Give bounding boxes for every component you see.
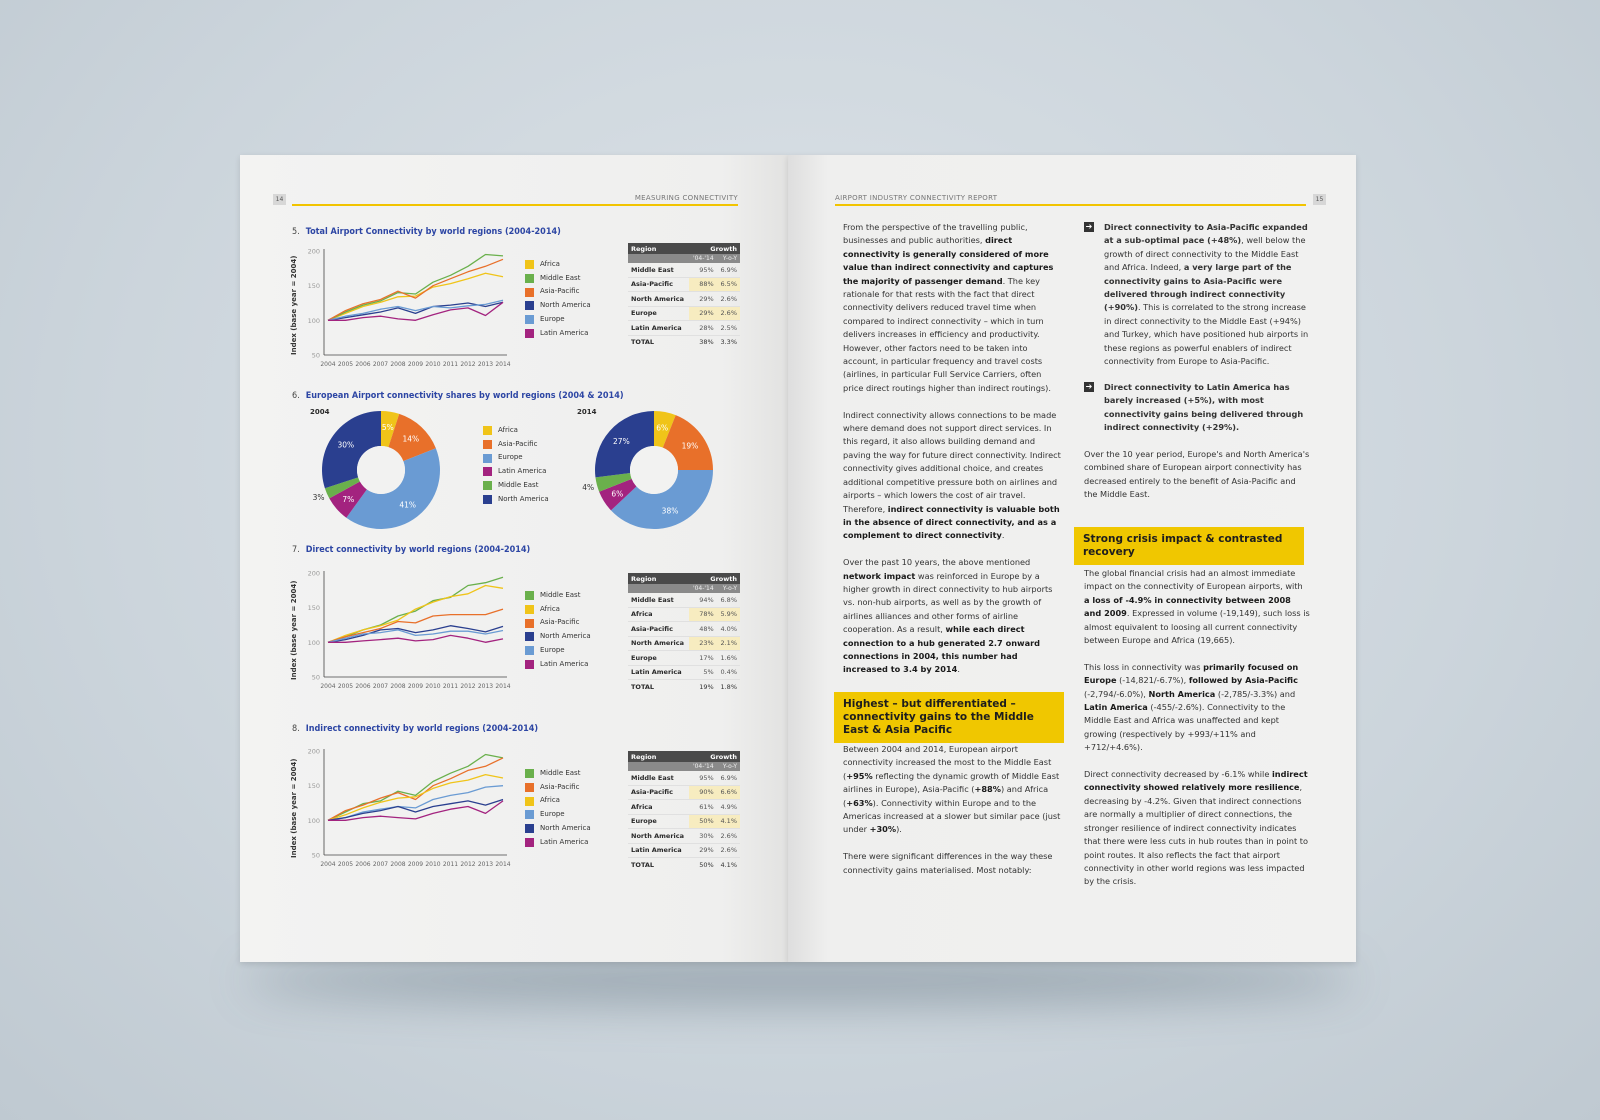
table-row: North America 23% 2.1% bbox=[628, 636, 740, 651]
legend-swatch bbox=[525, 591, 534, 600]
legend-swatch bbox=[525, 260, 534, 269]
figure-number: 7. bbox=[292, 545, 300, 555]
table-row: Europe 50% 4.1% bbox=[628, 814, 740, 829]
legend-label: Africa bbox=[540, 796, 560, 805]
bullet-item: ➔ Direct connectivity to Asia-Pacific expanded at a sub-optimal pace (+48%), well below the growth of direct connectivity to the Middle East and Africa. Indeed, a very large part of the connectivity gains to Asia-Pacific were delivered through indirect connectivity (+90%). This is correlated to the strong increase in direct connectivity to the Middle East (+94%) and Turkey, which have positioned hub airports in these regions as powerful enablers of indirect connectivity from Europe to Asia-Pacific. bbox=[1085, 222, 1309, 367]
y-axis-label: Index (base year = 2004) bbox=[290, 580, 298, 680]
table-subheader: Y-o-Y bbox=[717, 584, 740, 593]
figure-5-line-chart bbox=[302, 243, 522, 383]
legend-item bbox=[483, 465, 549, 479]
figure-5-growth-table bbox=[628, 243, 740, 349]
pie-year-2014: 2014 bbox=[577, 408, 597, 416]
x-tick-label: 2013 bbox=[477, 683, 494, 690]
legend-swatch bbox=[483, 495, 492, 504]
x-tick-label: 2010 bbox=[425, 361, 441, 368]
legend-item bbox=[525, 313, 591, 327]
x-tick-label: 2014 bbox=[495, 361, 511, 368]
figure-6-legend bbox=[483, 424, 549, 506]
figure-8-legend bbox=[525, 767, 591, 849]
table-row: Middle East 94% 6.8% bbox=[628, 593, 740, 607]
table-header-region: Region bbox=[628, 573, 689, 584]
pie-slice-label: 3% bbox=[312, 493, 325, 503]
legend-label: North America bbox=[540, 632, 591, 641]
legend-label: Middle East bbox=[540, 769, 581, 777]
y-tick-label: 150 bbox=[307, 782, 320, 791]
table-subheader: Y-o-Y bbox=[717, 254, 740, 263]
legend-item bbox=[525, 327, 591, 341]
legend-item bbox=[483, 438, 549, 452]
legend-swatch bbox=[525, 288, 534, 297]
x-tick-label: 2014 bbox=[495, 861, 511, 868]
paragraph: The global financial crisis had an almost immediate impact on the connectivity of European airports, with a loss of -4.9% in connectivity between 2008 and 2009. Expressed in volume (-19,149), such loss is almost equivalent to loosing all current connectivity between Europe and Africa (19,665). bbox=[1084, 568, 1310, 646]
table-row: Middle East 95% 6.9% bbox=[628, 771, 740, 785]
figure-number: 5. bbox=[292, 227, 300, 237]
legend-swatch bbox=[525, 783, 534, 792]
pie-slice-label: 14% bbox=[402, 434, 420, 444]
legend-item bbox=[525, 808, 591, 822]
paragraph: Over the 10 year period, Europe's and North America's combined share of European airport connectivity has decreased entirely to the benefit of Asia-Pacific and the Middle East. bbox=[1084, 449, 1310, 500]
x-tick-label: 2010 bbox=[425, 683, 441, 690]
legend-swatch bbox=[483, 467, 492, 476]
x-tick-label: 2007 bbox=[372, 361, 389, 368]
running-head: AIRPORT INDUSTRY CONNECTIVITY REPORT bbox=[835, 194, 998, 202]
figure-7-legend bbox=[525, 589, 591, 671]
y-tick-label: 50 bbox=[311, 851, 320, 860]
x-tick-label: 2005 bbox=[337, 361, 354, 368]
paragraph: Between 2004 and 2014, European airport connectivity increased the most to the Middle East (+95% reflecting the dynamic growth of Middle East airlines in Europe), Asia-Pacific (+88%) and Africa (+63%). Connectivity within Europe and to the Americas increased at a slower but similar pace (just under +30%). bbox=[843, 744, 1061, 835]
pie-slice-label: 38% bbox=[661, 506, 679, 516]
legend-label: Africa bbox=[540, 260, 560, 268]
legend-label: North America bbox=[498, 494, 549, 503]
text-column-2-continued bbox=[1084, 567, 1310, 902]
series-line-africa bbox=[328, 775, 503, 821]
table-row: Latin America 5% 0.4% bbox=[628, 665, 740, 680]
legend-item bbox=[525, 258, 591, 272]
table-total-row: TOTAL 50% 4.1% bbox=[628, 858, 740, 872]
table-header-growth: Growth bbox=[689, 243, 740, 254]
x-tick-label: 2014 bbox=[495, 683, 511, 690]
legend-item bbox=[525, 589, 591, 603]
legend-label: Latin America bbox=[540, 328, 589, 337]
pie-year-2004: 2004 bbox=[310, 408, 330, 416]
table-row: North America 29% 2.6% bbox=[628, 292, 740, 307]
legend-item bbox=[525, 644, 591, 658]
y-tick-label: 100 bbox=[307, 638, 320, 647]
figure-7-title bbox=[292, 545, 530, 555]
y-axis-label: Index (base year = 2004) bbox=[290, 255, 298, 355]
legend-item bbox=[525, 603, 591, 617]
table-header-region: Region bbox=[628, 243, 689, 254]
legend-swatch bbox=[525, 769, 534, 778]
running-head: MEASURING CONNECTIVITY bbox=[634, 194, 738, 202]
paragraph: Over the past 10 years, the above mentioned network impact was reinforced in Europe by a higher growth in direct connectivity to hub airports vs. non-hub airports, as well as by the growth of airlines alliances and other forms of airline cooperation. As a result, while each direct connection to a hub generated 2.7 onward connections in 2004, this number had increased to 3.4 by 2014. bbox=[843, 557, 1053, 675]
paragraph: There were significant differences in the way these connectivity gains materialised. Most notably: bbox=[843, 851, 1053, 875]
text-column-2 bbox=[1084, 448, 1310, 515]
legend-item bbox=[525, 767, 591, 781]
legend-swatch bbox=[525, 797, 534, 806]
y-tick-label: 150 bbox=[307, 282, 320, 291]
x-tick-label: 2009 bbox=[407, 361, 424, 368]
figure-number: 6. bbox=[292, 391, 300, 401]
pie-slice-label: 30% bbox=[337, 440, 355, 450]
y-tick-label: 50 bbox=[311, 351, 320, 360]
table-subheader: '04-'14 bbox=[689, 762, 717, 771]
legend-swatch bbox=[525, 824, 534, 833]
legend-label: Asia-Pacific bbox=[540, 782, 580, 791]
section-heading-band: Highest – but differentiated – connectivity gains to the Middle East & Asia Pacific bbox=[834, 692, 1064, 743]
legend-label: Middle East bbox=[540, 273, 581, 282]
legend-swatch bbox=[525, 838, 534, 847]
y-tick-label: 200 bbox=[307, 747, 320, 756]
table-subheader: Y-o-Y bbox=[717, 762, 740, 771]
figure-8-title bbox=[292, 724, 538, 734]
donut-hole bbox=[630, 446, 678, 494]
x-tick-label: 2008 bbox=[390, 361, 406, 368]
legend-item bbox=[525, 781, 591, 795]
y-tick-label: 200 bbox=[307, 569, 320, 578]
table-row: Africa 78% 5.9% bbox=[628, 607, 740, 622]
x-tick-label: 2006 bbox=[355, 361, 371, 368]
legend-swatch bbox=[525, 329, 534, 338]
table-header-growth: Growth bbox=[689, 751, 740, 762]
legend-swatch bbox=[525, 315, 534, 324]
y-tick-label: 50 bbox=[311, 673, 320, 682]
x-tick-label: 2008 bbox=[390, 861, 406, 868]
legend-label: North America bbox=[540, 823, 591, 832]
legend-item bbox=[525, 794, 591, 808]
x-tick-label: 2011 bbox=[442, 861, 459, 868]
legend-swatch bbox=[483, 481, 492, 490]
table-row: Asia-Pacific 48% 4.0% bbox=[628, 622, 740, 637]
x-tick-label: 2013 bbox=[477, 861, 494, 868]
legend-label: Asia-Pacific bbox=[540, 618, 580, 627]
x-tick-label: 2006 bbox=[355, 861, 371, 868]
x-tick-label: 2006 bbox=[355, 683, 371, 690]
text-column-1 bbox=[843, 221, 1063, 690]
figure-6-title bbox=[292, 391, 624, 401]
legend-label: Africa bbox=[498, 426, 518, 434]
legend-item bbox=[525, 272, 591, 286]
x-tick-label: 2009 bbox=[407, 683, 424, 690]
legend-item bbox=[525, 836, 591, 850]
legend-label: Africa bbox=[540, 604, 560, 613]
table-row: Latin America 28% 2.5% bbox=[628, 321, 740, 336]
bullet-item: ➔ Direct connectivity to Latin America has barely increased (+5%), with most connectivity gains being delivered through indirect connectivity (+29%). bbox=[1085, 382, 1304, 433]
table-row: Europe 29% 2.6% bbox=[628, 306, 740, 321]
y-tick-label: 100 bbox=[307, 316, 320, 325]
table-row: North America 30% 2.6% bbox=[628, 829, 740, 844]
book-shadow bbox=[245, 955, 1355, 1005]
paragraph: Indirect connectivity allows connections to be made where demand does not support direct services. In this regard, it also allows building demand and paving the way for future direct connectivity. Indirect connectivity gives additional choice, and creates additional competitive pressure both on airlines and airports – which lowers the cost of air travel. Therefore, indirect connectivity is valuable both in the absence of direct connectivity, and as a complement to direct connectivity. bbox=[843, 409, 1061, 541]
figure-title-text: Total Airport Connectivity by world regions (2004-2014) bbox=[305, 227, 561, 237]
text-column-1-continued bbox=[843, 743, 1063, 890]
y-tick-label: 200 bbox=[307, 247, 320, 256]
table-row: Middle East 95% 6.9% bbox=[628, 263, 740, 277]
y-axis-label: Index (base year = 2004) bbox=[290, 758, 298, 858]
legend-swatch bbox=[483, 426, 492, 435]
table-total-row: TOTAL 19% 1.8% bbox=[628, 680, 740, 694]
legend-item bbox=[525, 822, 591, 836]
page-number: 14 bbox=[273, 194, 286, 205]
legend-label: Latin America bbox=[498, 467, 547, 476]
x-tick-label: 2004 bbox=[320, 361, 336, 368]
table-row: Latin America 29% 2.6% bbox=[628, 843, 740, 858]
figure-8-line-chart bbox=[302, 743, 522, 883]
pie-slice-label: 19% bbox=[681, 441, 699, 451]
left-page bbox=[240, 155, 788, 962]
figure-5-legend bbox=[525, 258, 591, 340]
paragraph: From the perspective of the travelling public, businesses and public authorities, direct connectivity is generally considered of more value than indirect connectivity and captures the majority of passenger demand. The key rationale for that rests with the fact that direct connectivity delivers reduced travel time when compared to indirect connectivity – which in turn delivers increases in efficiency and productivity. However, other factors need to be taken into account, in particular frequency and travel costs (airlines, in particular Full Service Carriers, often price direct routings higher than indirect routings). bbox=[843, 222, 1054, 393]
legend-label: Europe bbox=[540, 314, 565, 323]
pie-slice-label: 27% bbox=[613, 437, 630, 447]
header-rule bbox=[292, 204, 738, 206]
legend-swatch bbox=[525, 619, 534, 628]
x-tick-label: 2005 bbox=[337, 683, 354, 690]
legend-swatch bbox=[525, 810, 534, 819]
series-line-latin-america bbox=[328, 801, 503, 820]
table-header-growth: Growth bbox=[689, 573, 740, 584]
figure-7-growth-table bbox=[628, 573, 740, 694]
arrow-bullet-icon: ➔ bbox=[1085, 382, 1093, 391]
x-tick-label: 2005 bbox=[337, 861, 354, 868]
legend-swatch bbox=[525, 301, 534, 310]
legend-label: Asia-Pacific bbox=[498, 439, 538, 448]
legend-swatch bbox=[525, 646, 534, 655]
x-tick-label: 2009 bbox=[407, 861, 424, 868]
figure-7-line-chart bbox=[302, 565, 522, 705]
y-tick-label: 100 bbox=[307, 816, 320, 825]
legend-item bbox=[525, 630, 591, 644]
pie-slice-label: 7% bbox=[342, 494, 355, 504]
x-tick-label: 2004 bbox=[320, 861, 336, 868]
legend-item bbox=[483, 479, 549, 493]
legend-label: Latin America bbox=[540, 659, 589, 668]
table-row: Asia-Pacific 88% 6.5% bbox=[628, 277, 740, 292]
legend-label: Middle East bbox=[540, 591, 581, 599]
legend-label: Latin America bbox=[540, 837, 589, 846]
legend-label: North America bbox=[540, 301, 591, 310]
legend-swatch bbox=[525, 660, 534, 669]
table-row: Asia-Pacific 90% 6.6% bbox=[628, 785, 740, 800]
pie-slice-label: 6% bbox=[611, 489, 624, 499]
legend-item bbox=[525, 658, 591, 672]
legend-swatch bbox=[483, 454, 492, 463]
figure-title-text: Indirect connectivity by world regions (2004-2014) bbox=[305, 724, 539, 734]
pie-slice-label: 4% bbox=[582, 482, 595, 492]
x-tick-label: 2007 bbox=[372, 861, 389, 868]
donut-hole bbox=[357, 446, 405, 494]
right-page bbox=[788, 155, 1356, 962]
legend-swatch bbox=[525, 605, 534, 614]
legend-item bbox=[525, 285, 591, 299]
legend-swatch bbox=[525, 632, 534, 641]
legend-item bbox=[525, 299, 591, 313]
x-tick-label: 2004 bbox=[320, 683, 336, 690]
legend-label: Europe bbox=[540, 810, 565, 819]
legend-label: Europe bbox=[498, 453, 523, 462]
x-tick-label: 2013 bbox=[477, 361, 494, 368]
x-tick-label: 2010 bbox=[425, 861, 441, 868]
x-tick-label: 2011 bbox=[442, 361, 459, 368]
header-rule bbox=[835, 204, 1306, 206]
x-tick-label: 2007 bbox=[372, 683, 389, 690]
table-row: Europe 17% 1.6% bbox=[628, 651, 740, 666]
table-subheader: '04-'14 bbox=[689, 254, 717, 263]
figure-title-text: Direct connectivity by world regions (2004-2014) bbox=[305, 545, 531, 555]
legend-item bbox=[483, 493, 549, 507]
pie-chart-2004 bbox=[312, 405, 446, 535]
section-heading-band: Strong crisis impact & contrasted recovery bbox=[1074, 527, 1304, 565]
x-tick-label: 2012 bbox=[460, 861, 476, 868]
table-subheader: '04-'14 bbox=[689, 584, 717, 593]
legend-item bbox=[483, 424, 549, 438]
pie-slice-label: 41% bbox=[399, 500, 416, 510]
legend-label: Europe bbox=[540, 645, 565, 654]
legend-label: Asia-Pacific bbox=[540, 287, 580, 296]
y-tick-label: 150 bbox=[307, 604, 320, 613]
paragraph: This loss in connectivity was primarily focused on Europe (-14,821/-6.7%), followed by Asia-Pacific (-2,794/-6.0%), North America (-2,785/-3.3%) and Latin America (-455/-2.6%). Connectivity to the Middle East and Africa was unaffected and kept growing (respectively by +993/+11% and +712/+4.6%). bbox=[1084, 661, 1299, 753]
table-row: Africa 61% 4.9% bbox=[628, 800, 740, 815]
pie-slice-label: 5% bbox=[381, 423, 394, 433]
figure-8-growth-table bbox=[628, 751, 740, 872]
page-number: 15 bbox=[1313, 194, 1326, 205]
paragraph: Direct connectivity decreased by -6.1% while indirect connectivity showed relatively more resilience, decreasing by -4.2%. Given that indirect connections are normally a multiplier of direct connections, the stronger resilience of indirect connectivity indicates that there were less cuts in hub routes than in point to point routes. It also reflects the fact that airport connectivity in other world regions was less impacted by the crisis. bbox=[1084, 769, 1308, 887]
x-tick-label: 2012 bbox=[460, 683, 476, 690]
x-tick-label: 2008 bbox=[390, 683, 406, 690]
figure-title-text: European Airport connectivity shares by world regions (2004 & 2014) bbox=[305, 391, 624, 401]
legend-swatch bbox=[525, 274, 534, 283]
arrow-bullet-icon: ➔ bbox=[1085, 222, 1093, 231]
figure-number: 8. bbox=[292, 724, 300, 734]
legend-label: Middle East bbox=[498, 480, 539, 489]
legend-item bbox=[483, 451, 549, 465]
pie-slice-label: 6% bbox=[656, 423, 669, 433]
legend-item bbox=[525, 616, 591, 630]
figure-5-title bbox=[292, 227, 561, 237]
table-header-region: Region bbox=[628, 751, 689, 762]
legend-swatch bbox=[483, 440, 492, 449]
x-tick-label: 2012 bbox=[460, 361, 476, 368]
table-total-row: TOTAL 38% 3.3% bbox=[628, 335, 740, 349]
x-tick-label: 2011 bbox=[442, 683, 459, 690]
